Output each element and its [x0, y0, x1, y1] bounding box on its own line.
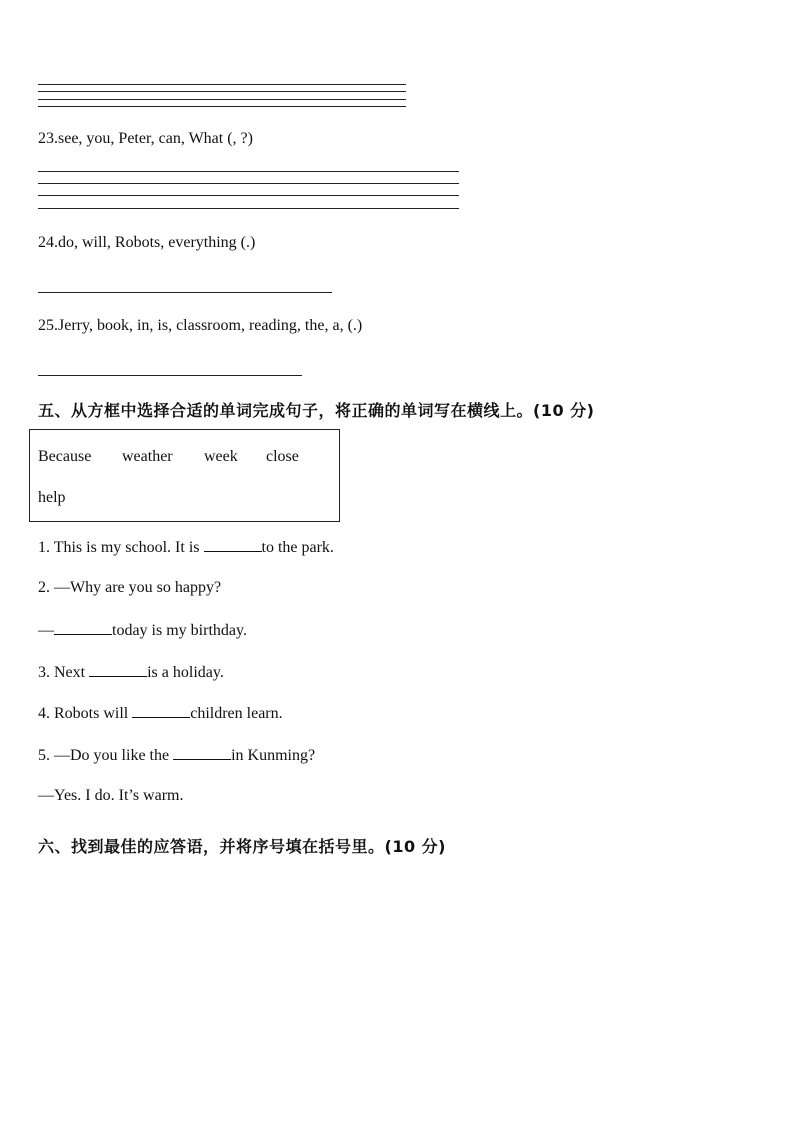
section-5-heading: 五、从方框中选择合适的单词完成句子，将正确的单词写在横线上。(10 分) — [38, 401, 595, 420]
section-6-heading: 六、找到最佳的应答语，并将序号填在括号里。(10 分) — [38, 837, 446, 856]
word-option: close — [266, 448, 299, 465]
sentence-text: —Yes. I do. It’s warm. — [38, 787, 184, 804]
answer-line — [38, 84, 406, 85]
word-option: Because — [38, 448, 92, 465]
question-25: 25.Jerry, book, in, is, classroom, reading, the, a, (.) — [38, 317, 363, 334]
sentence-text: today is my birthday. — [112, 622, 247, 639]
sentence-text: in Kunming? — [231, 747, 316, 764]
sentence-text: children learn. — [190, 705, 283, 722]
answer-line — [38, 183, 459, 184]
word-option: week — [204, 448, 238, 465]
sentence-5-answer — [38, 787, 183, 805]
answer-line — [38, 106, 406, 107]
question-23: 23.see, you, Peter, can, What (, ?) — [38, 130, 253, 147]
word-box — [29, 429, 340, 522]
sentence-text: 5. —Do you like the — [38, 747, 174, 764]
sentence-2-question — [38, 579, 221, 597]
answer-line — [38, 195, 459, 196]
sentence-4 — [38, 703, 283, 723]
sentence-text: to the park. — [261, 539, 334, 556]
word-option: help — [38, 489, 66, 506]
sentence-text: 2. —Why are you so happy? — [38, 579, 222, 596]
sentence-5-question — [38, 745, 315, 765]
sentence-3 — [38, 662, 224, 682]
fill-blank[interactable] — [132, 703, 190, 718]
word-option: weather — [122, 448, 173, 465]
sentence-text: 3. Next — [38, 664, 90, 681]
answer-line — [38, 171, 459, 172]
fill-blank[interactable] — [173, 745, 231, 760]
answer-line — [38, 91, 406, 92]
fill-blank[interactable] — [54, 620, 112, 635]
fill-blank[interactable] — [89, 662, 147, 677]
sentence-1 — [38, 537, 334, 557]
dash: — — [38, 622, 54, 639]
question-24: 24.do, will, Robots, everything (.) — [38, 234, 256, 251]
sentence-2-answer — [38, 620, 247, 640]
answer-line — [38, 99, 406, 100]
sentence-text: is a holiday. — [147, 664, 224, 681]
answer-line — [38, 208, 459, 209]
fill-blank[interactable] — [204, 537, 262, 552]
sentence-text: 1. This is my school. It is — [38, 539, 204, 556]
sentence-text: 4. Robots will — [38, 705, 133, 722]
answer-line — [38, 375, 302, 376]
answer-line — [38, 292, 332, 293]
